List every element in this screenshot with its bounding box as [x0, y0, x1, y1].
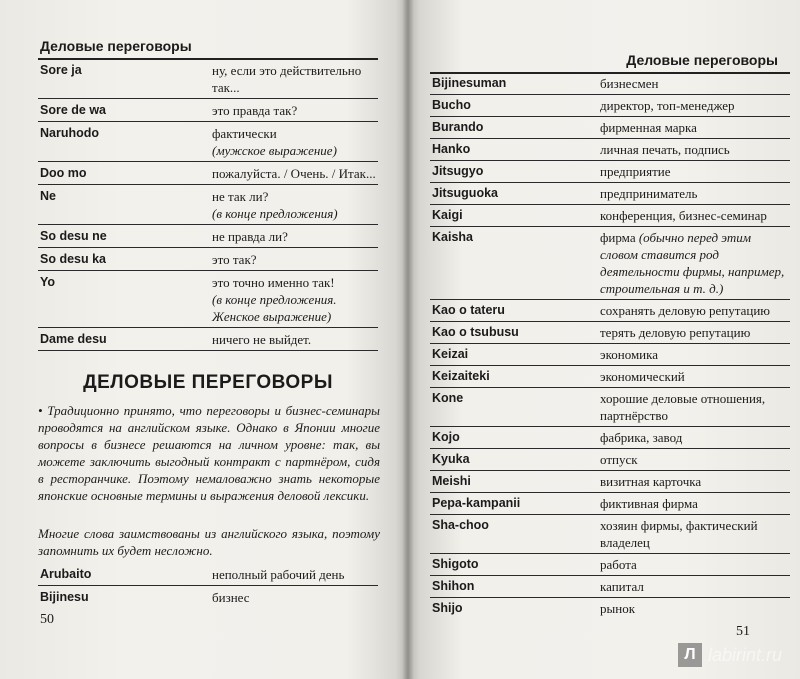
gloss: фактически — [212, 126, 277, 141]
term: Burando — [430, 117, 598, 139]
table-row — [430, 388, 790, 427]
table-row — [430, 493, 790, 515]
page-number-right: 51 — [736, 624, 750, 639]
term: Arubaito — [38, 563, 210, 586]
gloss: рынок — [600, 601, 636, 616]
table-row — [430, 95, 790, 117]
running-head-right: Деловые переговоры — [626, 52, 778, 68]
table-row — [38, 185, 378, 225]
table-row — [430, 322, 790, 344]
term: Shijo — [432, 601, 463, 615]
intro-paragraph: • Традиционно принято, что переговоры и бизнес-семинары проводятся на английском языке. Однако в Японии многие вопросы в бизнесе решаются на личном уровне: так, вы можете заключить выгодный контракт с партнёром, сидя в ресторанчике. Поэтому немаловажно знать некоторые японские основные термины и выражения деловой лексики. — [38, 403, 380, 503]
term: Jitsugyo — [430, 161, 598, 183]
term: Sha-choo — [430, 515, 598, 554]
term: Keizaiteki — [430, 366, 598, 388]
gloss: ну, если это действительно так... — [210, 59, 378, 99]
term: Keizai — [430, 344, 598, 366]
glossary-table-right — [430, 73, 790, 619]
table-row — [430, 73, 790, 95]
table-row — [430, 449, 790, 471]
table-row — [430, 554, 790, 576]
gloss-note: (мужское выражение) — [212, 143, 337, 158]
table-row — [38, 59, 378, 99]
gloss-cell — [210, 185, 378, 225]
table-row — [430, 183, 790, 205]
gloss: личная печать, подпись — [598, 139, 790, 161]
table-row — [430, 576, 790, 598]
gloss: это правда так? — [210, 99, 378, 122]
term: Kaigi — [430, 205, 598, 227]
term: So desu ne — [38, 225, 210, 248]
gloss: сохранять деловую репутацию — [598, 300, 790, 322]
table-row — [430, 471, 790, 493]
gloss: фабрика, завод — [598, 427, 790, 449]
gloss: неполный рабочий день — [210, 563, 378, 586]
gloss: предприниматель — [598, 183, 790, 205]
gloss: это так? — [210, 248, 378, 271]
table-row — [430, 227, 790, 300]
gloss: хорошие деловые отношения, партнёрство — [598, 388, 790, 427]
gloss: фирменная марка — [598, 117, 790, 139]
gloss-cell — [598, 227, 790, 300]
page-number-left: 50 — [40, 612, 54, 627]
gloss: не правда ли? — [210, 225, 378, 248]
table-row — [430, 427, 790, 449]
term: Bucho — [430, 95, 598, 117]
gloss-note: (в конце предложения) — [212, 206, 338, 221]
term: Shihon — [430, 576, 598, 598]
table-row — [430, 366, 790, 388]
watermark-text: labirint.ru — [707, 644, 782, 665]
term: Kyuka — [430, 449, 598, 471]
table-row — [430, 139, 790, 161]
term: Kaisha — [430, 227, 598, 300]
table-row — [38, 271, 378, 328]
table-row — [38, 162, 378, 185]
table-row — [430, 598, 790, 620]
table-row — [430, 515, 790, 554]
table-row — [430, 344, 790, 366]
term: So desu ka — [38, 248, 210, 271]
term: Kao o tsubusu — [430, 322, 598, 344]
term: Naruhodo — [38, 122, 210, 162]
running-head-left: Деловые переговоры — [40, 38, 192, 54]
gloss-cell — [210, 122, 378, 162]
section-title: ДЕЛОВЫЕ ПЕРЕГОВОРЫ — [83, 372, 333, 393]
watermark — [678, 643, 782, 667]
term: Sore ja — [38, 59, 210, 99]
table-row — [430, 300, 790, 322]
gloss-note: (в конце предложения. Женское выражение) — [212, 292, 337, 324]
table-row — [430, 205, 790, 227]
gloss: ничего не выйдет. — [210, 328, 378, 351]
gloss: экономика — [598, 344, 790, 366]
table-row — [38, 225, 378, 248]
term: Jitsuguoka — [430, 183, 598, 205]
term: Sore de wa — [38, 99, 210, 122]
table-row — [430, 161, 790, 183]
term: Yo — [38, 271, 210, 328]
table-row — [38, 122, 378, 162]
term: Meishi — [430, 471, 598, 493]
gloss: работа — [598, 554, 790, 576]
term: Bijinesu — [40, 590, 89, 604]
table-row — [38, 328, 378, 351]
table-row — [38, 586, 378, 609]
labirint-logo-icon: Л — [678, 643, 702, 667]
gloss: директор, топ-менеджер — [598, 95, 790, 117]
table-row — [38, 248, 378, 271]
gloss: фиктивная фирма — [598, 493, 790, 515]
right-page — [408, 0, 800, 679]
gloss: конференция, бизнес-семинар — [598, 205, 790, 227]
term: Hanko — [430, 139, 598, 161]
gloss: экономический — [598, 366, 790, 388]
gloss: капитал — [598, 576, 790, 598]
gloss: не так ли? — [212, 189, 269, 204]
term: Doo mo — [38, 162, 210, 185]
table-row — [38, 563, 378, 586]
term: Bijinesuman — [430, 73, 598, 95]
loanwords-paragraph: Многие слова заимствованы из английского языка, поэтому запомнить их будет несложно. — [38, 526, 380, 558]
gloss: отпуск — [598, 449, 790, 471]
gloss: предприятие — [598, 161, 790, 183]
table-row — [38, 99, 378, 122]
glossary-table-left — [38, 59, 378, 351]
gloss: бизнесмен — [598, 73, 790, 95]
term: Pepa-kampanii — [430, 493, 598, 515]
gloss: визитная карточка — [598, 471, 790, 493]
gloss-cell — [210, 271, 378, 328]
gloss-note: (обычно перед этим словом ставится род деятельности фирмы, например, строительная и т. д.) — [600, 230, 785, 296]
book-spine-shadow — [402, 0, 414, 679]
term: Ne — [38, 185, 210, 225]
gloss: бизнес — [212, 590, 250, 605]
gloss: пожалуйста. / Очень. / Итак... — [210, 162, 378, 185]
gloss: фирма — [600, 230, 636, 245]
gloss: это точно именно так! — [212, 275, 335, 290]
term: Dame desu — [38, 328, 210, 351]
gloss: терять деловую репутацию — [598, 322, 790, 344]
term: Shigoto — [430, 554, 598, 576]
term: Kao o tateru — [430, 300, 598, 322]
gloss: хозяин фирмы, фактический владелец — [598, 515, 790, 554]
table-row — [430, 117, 790, 139]
term: Kone — [430, 388, 598, 427]
glossary-table-left-2 — [38, 563, 378, 608]
term: Kojo — [430, 427, 598, 449]
